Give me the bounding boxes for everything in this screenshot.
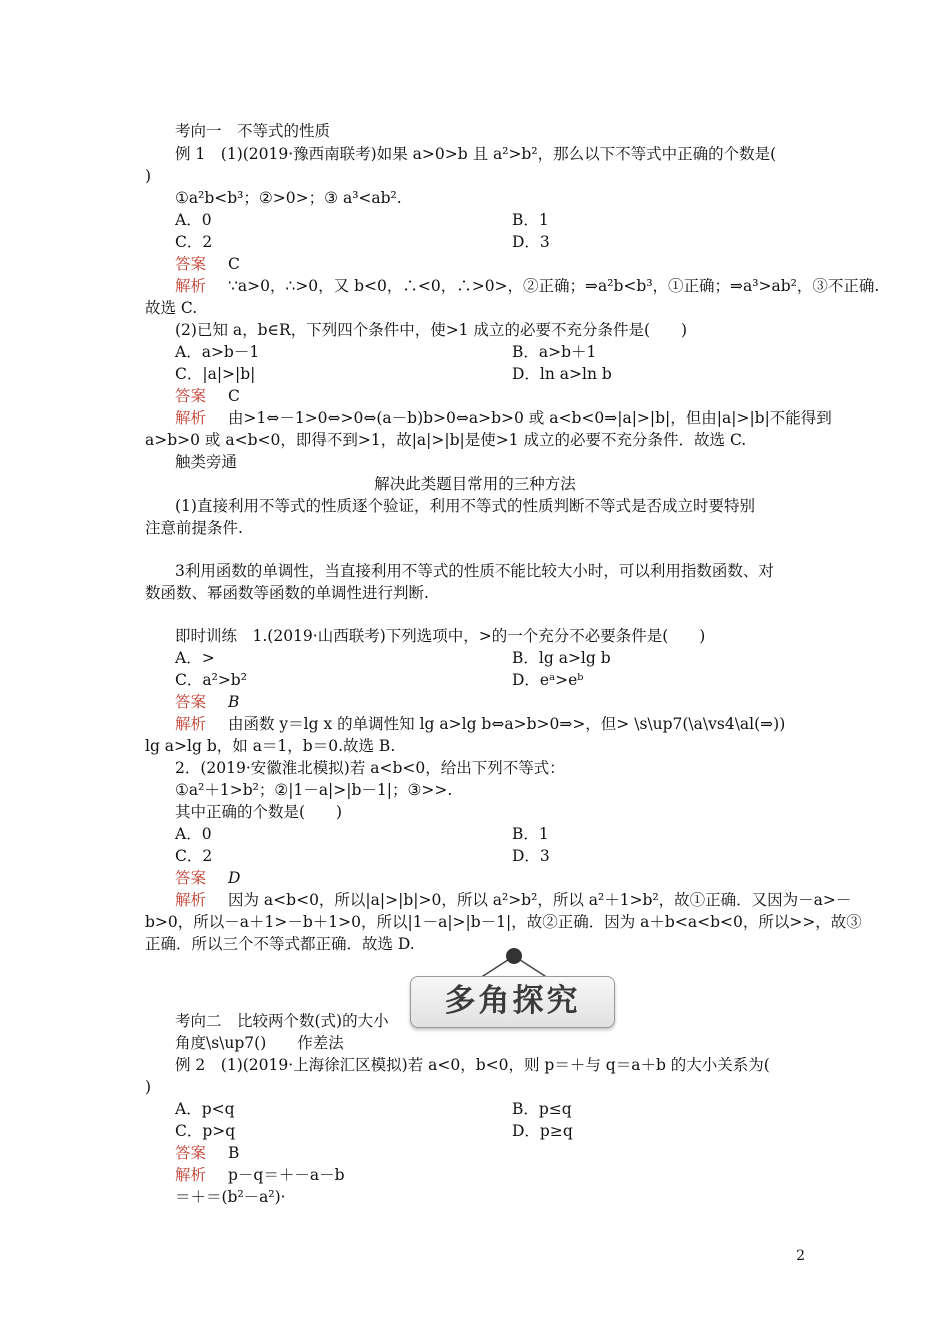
practice-question-2: 2．(2019·安徽淮北模拟)若 a<b<0，给出下列不等式： [175, 759, 565, 777]
option-b: B．p≤q [512, 1100, 572, 1118]
analysis-text: 因为 a<b<0，所以|a|>|b|>0，所以 a²>b²，所以 a²＋1>b²，故①正确．又因为－a>－ [228, 891, 852, 909]
answer-label: 答案 [175, 869, 207, 887]
answer-label: 答案 [175, 693, 207, 711]
option-c: C．p>q [175, 1122, 236, 1140]
method-1-text: 注意前提条件. [145, 519, 243, 537]
answer-label: 答案 [175, 255, 207, 273]
example-1-part-2-question: (2)已知 a，b∈R，下列四个条件中，使>1 成立的必要不充分条件是( ) [175, 321, 688, 339]
method-3-text: 数函数、幂函数等函数的单调性进行判断. [145, 584, 429, 602]
answer-value: D [228, 869, 241, 887]
option-c: C．2 [175, 847, 213, 865]
option-a: A．0 [175, 211, 212, 229]
question-2-items: ①a²＋1>b²；②|1－a|>|b－1|；③>>. [175, 781, 453, 799]
method-3-text: 3利用函数的单调性，当直接利用不等式的性质不能比较大小时，可以利用指数函数、对 [175, 562, 774, 580]
option-a: A．> [175, 649, 215, 667]
analysis-text: p－q＝＋－a－b [228, 1166, 345, 1184]
example-1-question: 例 1 (1)(2019·豫西南联考)如果 a>0>b 且 a²>b²，那么以下不等式中正确的个数是( [175, 145, 777, 163]
answer-value: C [228, 387, 240, 405]
page-number: 2 [796, 1248, 805, 1264]
analysis-label: 解析 [175, 715, 207, 733]
methods-title: 解决此类题目常用的三种方法 [374, 475, 576, 493]
section-title-2: 考向二 比较两个数(式)的大小 [175, 1012, 389, 1030]
analysis-text: ∵a>0，∴>0，又 b<0，∴<0，∴>0>，②正确；⇒a²b<b³，①正确；⇒a³>ab²，③不正确. [228, 277, 880, 295]
analysis-label: 解析 [175, 277, 207, 295]
angle-subtitle: 角度\s\up7() 作差法 [175, 1034, 344, 1052]
option-c: C．2 [175, 233, 213, 251]
tips-heading: 触类旁通 [175, 453, 238, 471]
badge-label: 多角探究 [410, 976, 615, 1028]
option-c: C．|a|>|b| [175, 365, 256, 383]
option-b: B．lg a>lg b [512, 649, 611, 667]
option-d: D．3 [512, 233, 550, 251]
option-d: D．3 [512, 847, 550, 865]
option-a: A．p<q [175, 1100, 235, 1118]
analysis-label: 解析 [175, 1166, 207, 1184]
option-d: D．ln a>ln b [512, 365, 612, 383]
answer-value: B [228, 1144, 240, 1162]
option-b: B．a>b＋1 [512, 343, 597, 361]
analysis-text: lg a>lg b，如 a＝1，b＝0.故选 B. [145, 737, 396, 755]
section-badge [410, 948, 615, 1028]
option-a: A．0 [175, 825, 212, 843]
method-1-text: (1)直接利用不等式的性质逐个验证，利用不等式的性质判断不等式是否成立时要特别 [175, 497, 755, 515]
option-b: B．1 [512, 825, 549, 843]
option-a: A．a>b－1 [175, 343, 260, 361]
section-title-1: 考向一 不等式的性质 [175, 122, 331, 140]
answer-value: B [228, 693, 240, 711]
analysis-text: b>0，所以－a＋1>－b＋1>0，所以|1－a|>|b－1|，故②正确．因为 a＋b<a<b<0，所以>>，故③ [145, 913, 862, 931]
question-2-ask: 其中正确的个数是( ) [175, 803, 343, 821]
option-b: B．1 [512, 211, 549, 229]
analysis-text: a>b>0 或 a<b<0，即得不到>1，故|a|>|b|是使>1 成立的必要不充分条件．故选 C. [145, 431, 747, 449]
analysis-label: 解析 [175, 891, 207, 909]
analysis-text: 由函数 y＝lg x 的单调性知 lg a>lg b⇔a>b>0⇒>，但> \s\up7(\a\vs4\al(⇒)) [228, 715, 786, 733]
option-d: D．eᵃ>eᵇ [512, 671, 584, 689]
answer-value: C [228, 255, 240, 273]
example-2-question-end: ) [145, 1078, 152, 1096]
example-1-question-end: ) [145, 167, 152, 185]
practice-question-1: 即时训练 1.(2019·山西联考)下列选项中，>的一个充分不必要条件是( ) [175, 627, 706, 645]
example-1-items: ①a²b<b³；②>0>；③ a³<ab². [175, 189, 402, 207]
analysis-text: 由>1⇔－1>0⇔>0⇔(a－b)b>0⇔a>b>0 或 a<b<0⇒|a|>|b|，但由|a|>|b|不能得到 [228, 409, 832, 427]
answer-label: 答案 [175, 387, 207, 405]
option-c: C．a²>b² [175, 671, 247, 689]
option-d: D．p≥q [512, 1122, 573, 1140]
answer-label: 答案 [175, 1144, 207, 1162]
hanger-knob [506, 948, 522, 964]
analysis-text: 正确．所以三个不等式都正确．故选 D. [145, 935, 415, 953]
analysis-text: ＝＋＝(b²－a²)· [175, 1188, 286, 1206]
example-2-question: 例 2 (1)(2019·上海徐汇区模拟)若 a<0，b<0，则 p＝＋与 q＝a＋b 的大小关系为( [175, 1056, 770, 1074]
analysis-label: 解析 [175, 409, 207, 427]
analysis-text: 故选 C. [145, 299, 198, 317]
